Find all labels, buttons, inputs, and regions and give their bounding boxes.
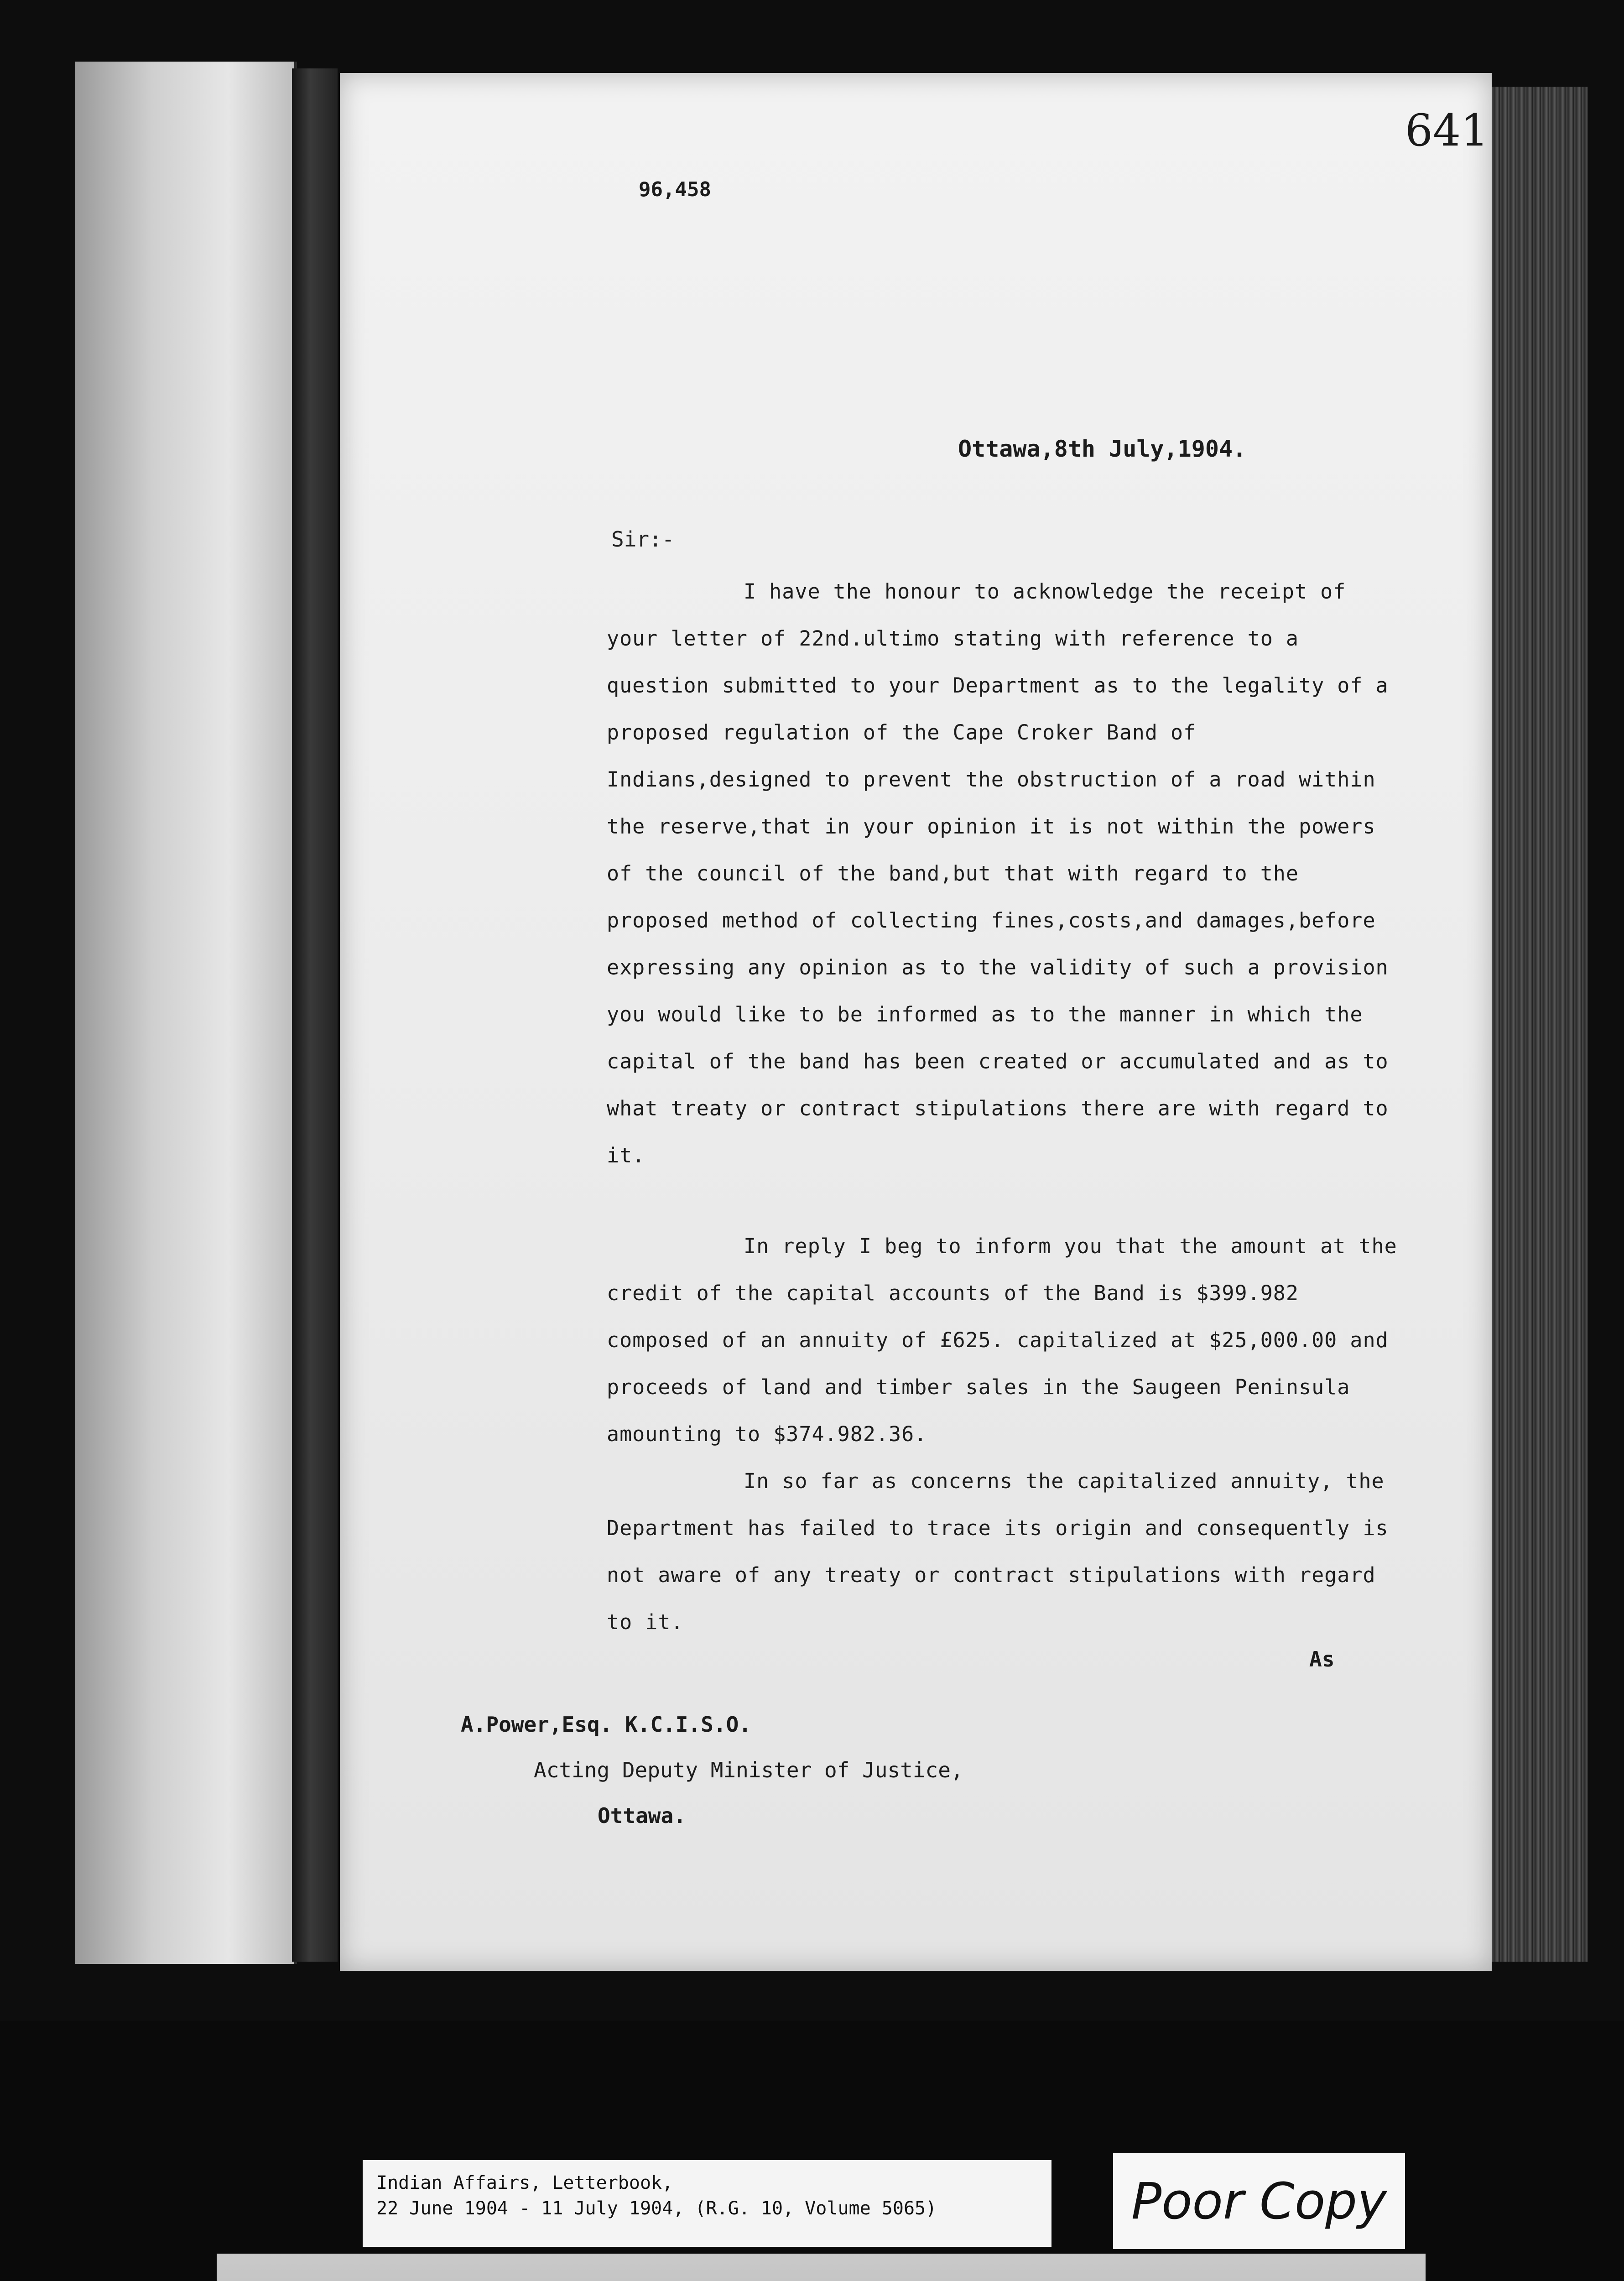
quality-label: Poor Copy — [1113, 2153, 1405, 2249]
page-edges — [1492, 87, 1588, 1962]
addressee-block — [461, 1702, 963, 1838]
book-gutter — [292, 68, 338, 1962]
left-page-edge — [75, 62, 297, 1964]
paragraph-1: I have the honour to acknowledge the receipt of your letter of 22nd.ultimo stating with reference to a question submitted to your Department as to the legality of a proposed regulation of the Cape Croker Band of Indians,designed to prevent the obstruction of a road within the reserve,that in your opinion it is not within the powers of the council of the band,but that with regard to the proposed method of collecting fines,costs,and damages,before expressing any opinion as to the validity of such a provision you would like to be informed as to the manner in which the capital of the band has been created or accumulated and as to what treaty or contract stipulations there are with regard to it. — [607, 579, 1389, 1167]
addressee-city: Ottawa. — [598, 1803, 686, 1828]
file-number: 96,458 — [639, 178, 711, 201]
addressee-title: Acting Deputy Minister of Justice, — [534, 1758, 963, 1782]
source-label — [363, 2160, 1051, 2247]
paragraph-2: In reply I beg to inform you that the amount at the credit of the capital accounts of the Band is $399.982 composed of an annuity of £625. capitalized at $25,000.00 and proceeds of land and timber sales in the Saugeen Peninsula amounting to $374.982.36. — [607, 1234, 1397, 1446]
source-label-line2: 22 June 1904 - 11 July 1904, (R.G. 10, Volume 5065) — [376, 2198, 937, 2219]
salutation: Sir:- — [611, 527, 675, 552]
archives-banner — [217, 2254, 1426, 2281]
page-number: 641 — [1405, 105, 1489, 156]
continuation-word: As — [1309, 1647, 1335, 1672]
dateline: Ottawa,8th July,1904. — [958, 436, 1247, 462]
paragraph-3: In so far as concerns the capitalized annuity, the Department has failed to trace its origin and consequently is not aware of any treaty or contract stipulations with regard to it. — [607, 1469, 1389, 1634]
addressee-name: A.Power,Esq. K.C.I.S.O. — [461, 1712, 751, 1737]
source-label-line1: Indian Affairs, Letterbook, — [376, 2172, 673, 2193]
